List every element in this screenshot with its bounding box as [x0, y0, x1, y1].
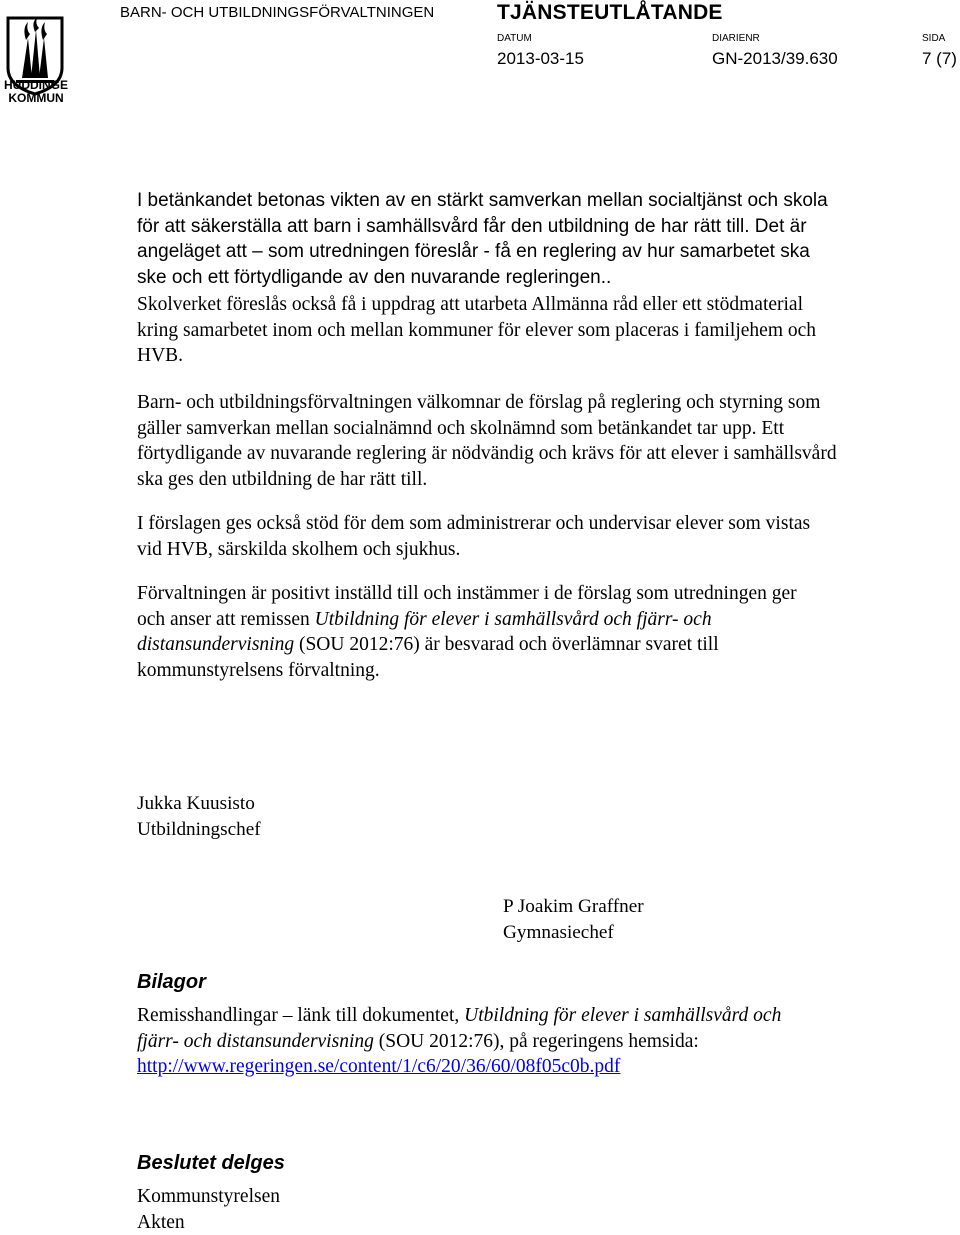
- attachments-heading: Bilagor: [137, 971, 206, 993]
- attachments-report-title: Utbildning för elever i samhällsvård och fjärr- och distansundervisning: [137, 1005, 782, 1052]
- signatory-title-2: Gymnasiechef: [503, 921, 614, 943]
- paragraph-2: Barn- och utbildningsförvaltningen välkomnar de förslag på reglering och styrning som gäller samverkan mellan socialnämnd och skolnämnd som betänkandet tar upp. Ett förtydligande av nuvarande reglering är nödvändig och krävs för att elever i samhällsvård ska ges den utbildning de har rätt till.: [137, 392, 837, 490]
- paragraph-4: [137, 581, 827, 683]
- page-label: SIDA: [922, 33, 946, 44]
- logo-name: HUDDINGE: [3, 78, 68, 92]
- attachments-text: [137, 1003, 787, 1080]
- distribution-list: [137, 1184, 280, 1235]
- date-value: 2013-03-15: [497, 49, 584, 68]
- signatory-name-2: P Joakim Graffner: [503, 896, 644, 917]
- diarienr-label: DIARIENR: [712, 33, 760, 44]
- distribution-item: Kommunstyrelsen: [137, 1186, 280, 1207]
- diarienr-value: GN-2013/39.630: [712, 49, 838, 68]
- distribution-heading: Beslutet delges: [137, 1152, 285, 1174]
- document-type: TJÄNSTEUTLÅTANDE: [497, 1, 723, 24]
- logo-text: [0, 79, 72, 105]
- signatory-title-1: Utbildningschef: [137, 818, 261, 840]
- page-number: 7 (7): [922, 49, 957, 68]
- distribution-item: Akten: [137, 1211, 185, 1233]
- signatory-name-1: Jukka Kuusisto: [137, 793, 255, 814]
- paragraph-4-report-title: Utbildning för elever i samhällsvård och fjärr- och distansundervisning: [137, 608, 712, 656]
- paragraph-1: I betänkandet betonas vikten av en stärkt samverkan mellan socialtjänst och skola för att säkerställa att barn i samhällsvård får den utbildning de har rätt till. Det är angeläget att – som utredningen föreslår - få en reglering av hur samarbetet ska ske och ett förtydligande av den nuvarande regleringen..: [137, 190, 828, 288]
- paragraph-3: I förslagen ges också stöd för dem som administrerar och undervisar elever som vistas vid HVB, särskilda skolhem och sjukhus.: [137, 513, 811, 560]
- logo-name-2: KOMMUN: [8, 91, 64, 105]
- paragraph-4-text-b: (SOU 2012:76) är besvarad och överlämnar svaret till kommunstyrelsens förvaltning.: [137, 634, 719, 681]
- attachments-text-b: (SOU 2012:76), på regeringens hemsida:: [373, 1030, 699, 1052]
- attachment-link[interactable]: http://www.regeringen.se/content/1/c6/20/36/60/08f05c0b.pdf: [137, 1056, 621, 1078]
- paragraph-1b: Skolverket föreslås också få i uppdrag att utarbeta Allmänna råd eller ett stödmaterial kring samarbetet inom och mellan kommuner för elever som placeras i familjehem och HVB.: [137, 294, 817, 367]
- department-name: BARN- OCH UTBILDNINGSFÖRVALTNINGEN: [120, 4, 435, 21]
- attachments-text-a: Remisshandlingar – länk till dokumentet,: [137, 1005, 465, 1026]
- paragraph-4-text-a: Förvaltningen är positivt inställd till och instämmer i de förslag som utredningen ger och anser att remissen: [137, 583, 797, 630]
- signature-block-1: [137, 791, 261, 842]
- signature-block-2: [503, 894, 644, 945]
- date-label: DATUM: [497, 33, 532, 44]
